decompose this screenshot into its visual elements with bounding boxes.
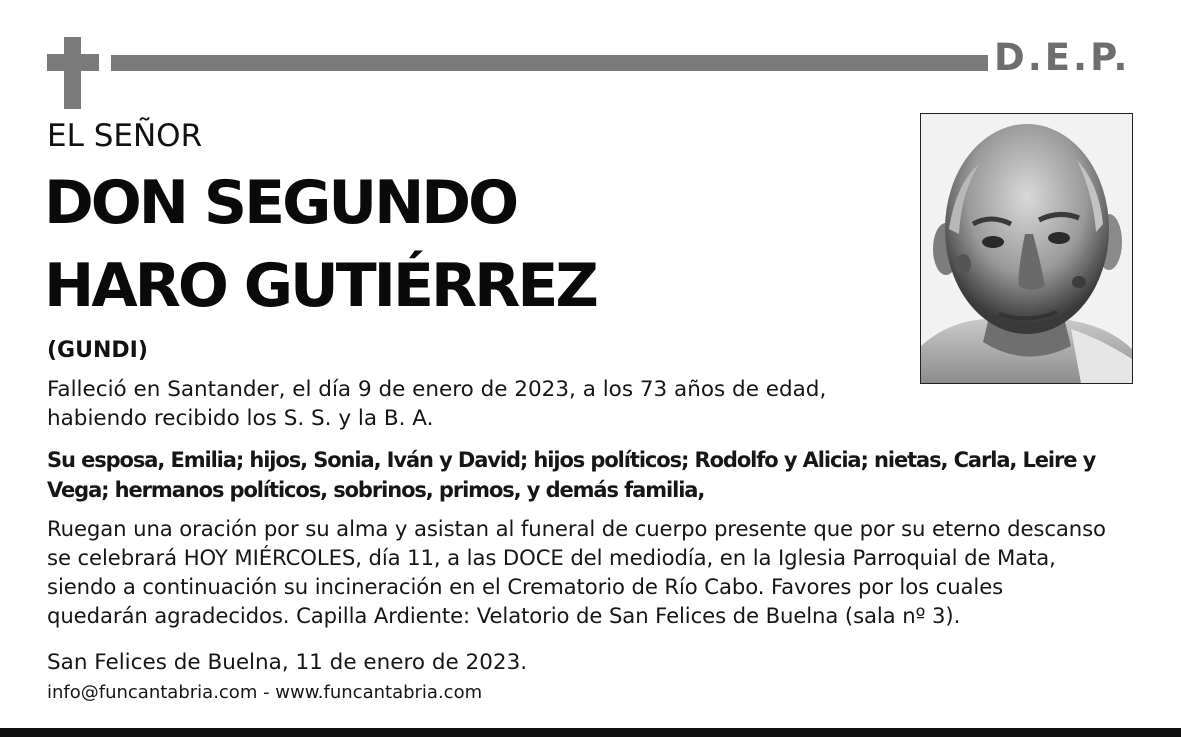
- family-line: Vega; hermanos políticos, sobrinos, primos, y demás familia,: [47, 478, 705, 502]
- funeral-line: se celebrará HOY MIÉRCOLES, día 11, a las DOCE del mediodía, en la Iglesia Parroquial de Mata,: [47, 545, 1056, 570]
- place-date: San Felices de Buelna, 11 de enero de 2023.: [47, 650, 528, 675]
- funeral-line: siendo a continuación su incineración en el Crematorio de Río Cabo. Favores por los cuales: [47, 574, 1004, 599]
- contact-info: info@funcantabria.com - www.funcantabria.com: [47, 682, 483, 703]
- nickname: (GUNDI): [47, 338, 148, 363]
- family-line: Su esposa, Emilia; hijos, Sonia, Iván y David; hijos políticos; Rodolfo y Alicia; nietas, Carla, Leire y: [47, 448, 1096, 472]
- family-list: [47, 445, 1095, 505]
- header-divider: [111, 55, 988, 71]
- death-notice-line: Falleció en Santander, el día 9 de enero de 2023, a los 73 años de edad,: [47, 377, 827, 402]
- funeral-line: Ruegan una oración por su alma y asistan al funeral de cuerpo presente que por su eterno descanso: [47, 516, 1106, 541]
- funeral-line: quedarán agradecidos. Capilla Ardiente: Velatorio de San Felices de Buelna (sala nº 3).: [47, 603, 961, 628]
- bottom-border: [0, 728, 1181, 737]
- latin-cross-icon: [47, 37, 99, 109]
- death-notice: [47, 375, 826, 433]
- portrait-photo: [920, 113, 1133, 384]
- dep-label: D.E.P.: [994, 36, 1131, 79]
- honorific: EL SEÑOR: [47, 118, 203, 154]
- deceased-name-line-2: HARO GUTIÉRREZ: [44, 251, 596, 321]
- death-notice-line: habiendo recibido los S. S. y la B. A.: [47, 406, 434, 431]
- deceased-name-line-1: DON SEGUNDO: [44, 168, 517, 238]
- funeral-details: [47, 514, 1106, 630]
